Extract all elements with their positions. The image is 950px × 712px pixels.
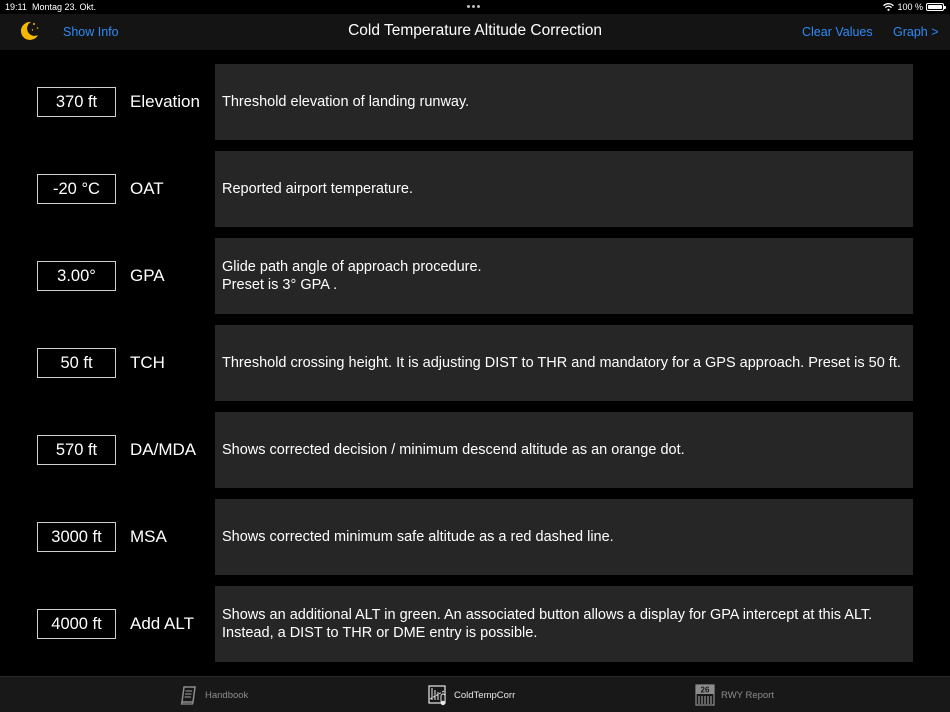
status-time: 19:11 bbox=[5, 2, 27, 12]
battery-percent: 100 % bbox=[897, 2, 923, 12]
cold-temp-icon bbox=[428, 684, 448, 706]
tab-bar bbox=[0, 676, 950, 712]
tab-coldtempcorr[interactable] bbox=[428, 683, 515, 707]
status-right bbox=[883, 2, 944, 12]
description-line: Preset is 3° GPA . bbox=[222, 277, 338, 293]
msa-description bbox=[215, 499, 913, 575]
tch-label: TCH bbox=[130, 353, 165, 372]
page-title: Cold Temperature Altitude Correction bbox=[348, 22, 602, 39]
da-mda-input[interactable]: 570 ft bbox=[37, 435, 116, 465]
tch-description bbox=[215, 325, 913, 401]
da-mda-label: DA/MDA bbox=[130, 440, 197, 459]
book-icon bbox=[179, 685, 199, 705]
gpa-label: GPA bbox=[130, 266, 165, 285]
oat-input[interactable]: -20 °C bbox=[37, 174, 116, 204]
oat-description bbox=[215, 151, 913, 227]
oat-label: OAT bbox=[130, 179, 164, 198]
description-line: Reported airport temperature. bbox=[222, 181, 414, 197]
add-alt-label: Add ALT bbox=[130, 614, 194, 633]
row-oat bbox=[0, 151, 950, 227]
show-info-button[interactable]: Show Info bbox=[63, 25, 119, 39]
elevation-input[interactable]: 370 ft bbox=[37, 87, 116, 117]
wifi-icon bbox=[883, 3, 894, 11]
msa-label: MSA bbox=[130, 527, 167, 546]
description-line: Shows an additional ALT in green. An associated button allows a display for GPA intercept at this ALT. Instead, a DIST to THR or DME entry is possible. bbox=[222, 607, 873, 641]
status-bar bbox=[0, 0, 950, 14]
description-line: Shows corrected decision / minimum descend altitude as an orange dot. bbox=[222, 442, 685, 458]
runway-number: 26 bbox=[700, 685, 710, 695]
tab-rwy-report[interactable] bbox=[695, 683, 774, 707]
clear-values-button[interactable]: Clear Values bbox=[802, 25, 873, 39]
navigation-bar bbox=[0, 14, 950, 50]
elevation-label: Elevation bbox=[130, 92, 200, 111]
row-gpa bbox=[0, 238, 950, 314]
graph-button[interactable]: Graph > bbox=[893, 25, 939, 39]
tch-input[interactable]: 50 ft bbox=[37, 348, 116, 378]
row-elevation bbox=[0, 64, 950, 140]
battery-icon bbox=[926, 3, 944, 11]
tab-handbook[interactable] bbox=[179, 683, 248, 707]
tab-rwy-report-label: RWY Report bbox=[721, 689, 774, 701]
description-line: Threshold crossing height. It is adjusting DIST to THR and mandatory for a GPS approach. Preset is 50 ft. bbox=[222, 355, 901, 371]
da-mda-description bbox=[215, 412, 913, 488]
elevation-description bbox=[215, 64, 913, 140]
tab-handbook-label: Handbook bbox=[205, 689, 249, 701]
row-tch bbox=[0, 325, 950, 401]
row-msa bbox=[0, 499, 950, 575]
runway-26-icon bbox=[695, 684, 715, 706]
status-date: Montag 23. Okt. bbox=[32, 2, 97, 12]
add-alt-input[interactable]: 4000 ft bbox=[37, 609, 116, 639]
row-add-alt bbox=[0, 586, 950, 662]
tab-coldtempcorr-label: ColdTempCorr bbox=[454, 689, 516, 701]
description-line: Glide path angle of approach procedure. bbox=[222, 259, 482, 275]
msa-input[interactable]: 3000 ft bbox=[37, 522, 116, 552]
description-line: Threshold elevation of landing runway. bbox=[222, 94, 470, 110]
gpa-input[interactable]: 3.00° bbox=[37, 261, 116, 291]
input-list bbox=[0, 50, 950, 676]
gpa-description bbox=[215, 238, 913, 314]
add-alt-description bbox=[215, 586, 913, 662]
multitasking-dots-icon[interactable] bbox=[467, 5, 480, 8]
row-da-mda bbox=[0, 412, 950, 488]
description-line: Shows corrected minimum safe altitude as a red dashed line. bbox=[222, 529, 614, 545]
